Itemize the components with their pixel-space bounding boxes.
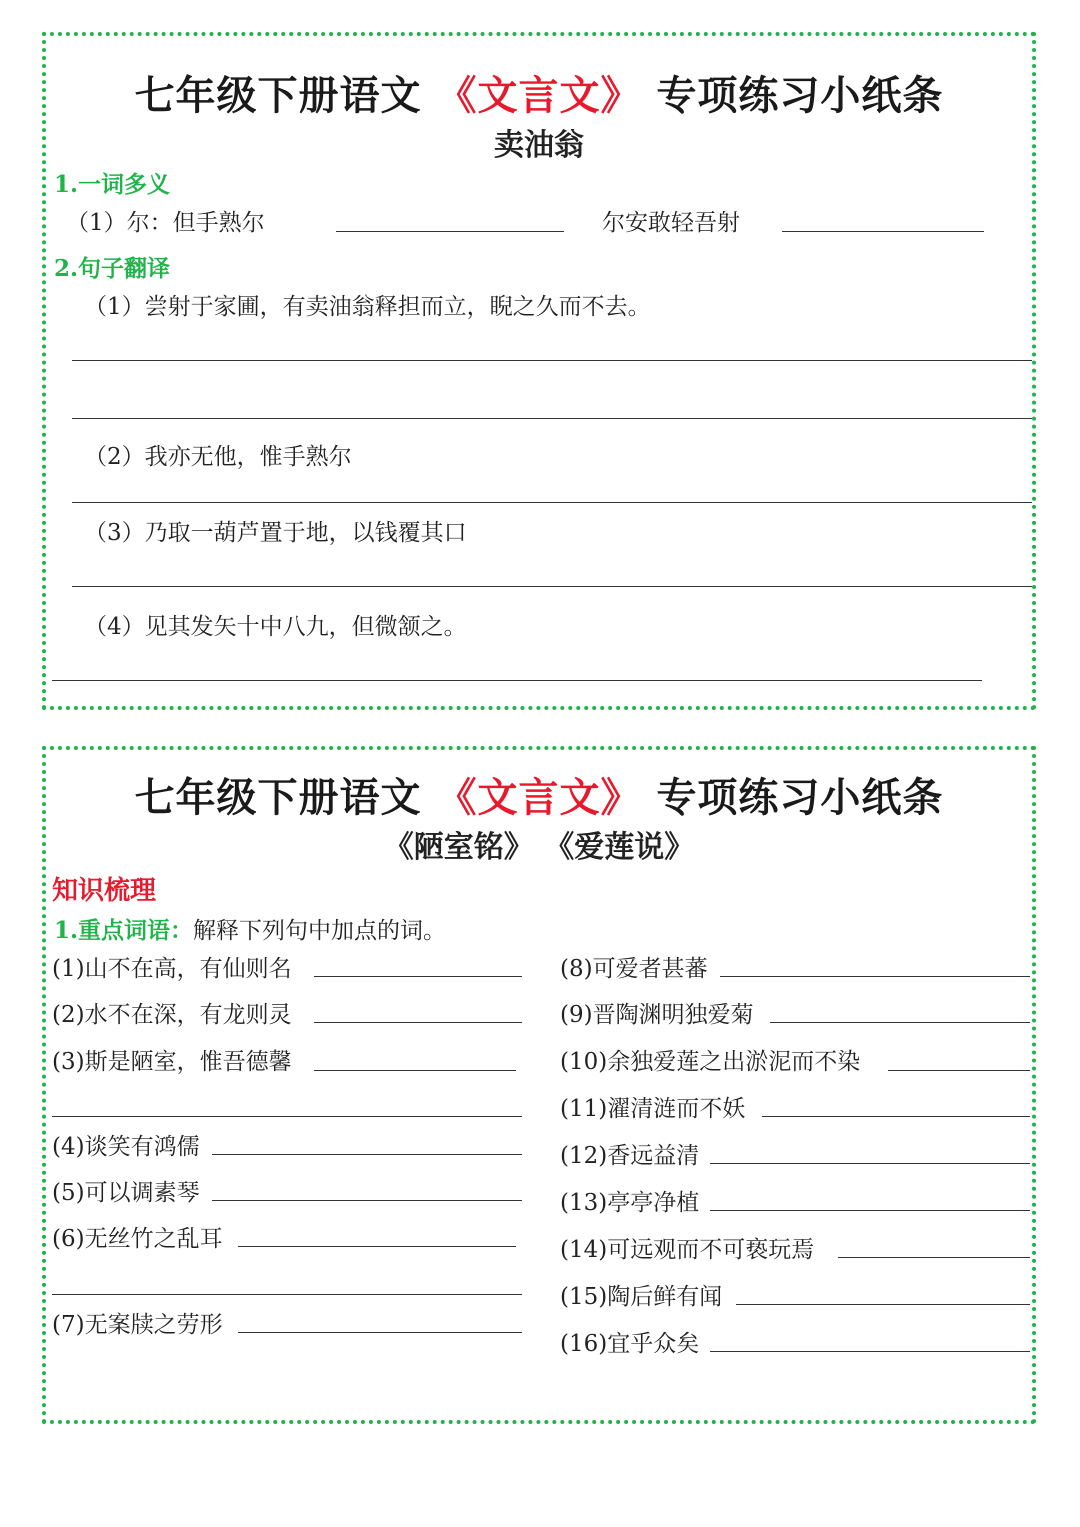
answer-line[interactable]: [770, 1022, 1030, 1023]
answer-line[interactable]: [212, 1154, 522, 1155]
vocab-instruction-row: [54, 912, 446, 945]
answer-line[interactable]: [72, 418, 1032, 419]
worksheet-card-maiyouweng: [42, 32, 1036, 710]
section-heading-vocab: 1.重点词语：: [54, 917, 194, 944]
answer-line[interactable]: [710, 1351, 1030, 1352]
vocab-item: (3)斯是陋室，惟吾德馨: [52, 1049, 292, 1075]
title-highlight: 《文言文》: [436, 72, 642, 119]
vocab-item: (7)无案牍之劳形: [52, 1312, 223, 1338]
vocab-item: (16)宜乎众矣: [560, 1331, 700, 1357]
answer-line[interactable]: [762, 1116, 1030, 1117]
vocab-item: (11)濯清涟而不妖: [560, 1096, 746, 1122]
vocab-item: (1)山不在高，有仙则名: [52, 956, 292, 982]
vocab-item: (6)无丝竹之乱耳: [52, 1226, 223, 1252]
answer-line[interactable]: [52, 1294, 522, 1295]
card-title: [46, 64, 1032, 121]
title-suffix: 专项练习小纸条: [656, 774, 944, 821]
answer-line[interactable]: [736, 1304, 1030, 1305]
translation-sentence: （4）见其发矢十中八九，但微颔之。: [84, 614, 467, 640]
answer-line[interactable]: [72, 586, 1032, 587]
vocab-item: (8)可爱者甚蕃: [560, 956, 708, 982]
translation-sentence: （3）乃取一葫芦置于地，以钱覆其口: [84, 520, 467, 546]
section-heading-translation: 2.句子翻译: [54, 255, 171, 282]
vocab-item: (2)水不在深，有龙则灵: [52, 1002, 292, 1028]
vocab-item: (5)可以调素琴: [52, 1180, 200, 1206]
answer-line[interactable]: [72, 502, 1032, 503]
answer-line[interactable]: [52, 680, 982, 681]
translation-sentence: （2）我亦无他，惟手熟尔: [84, 444, 352, 470]
card-subtitle: 卖油翁: [494, 128, 584, 163]
answer-line[interactable]: [888, 1070, 1030, 1071]
answer-line[interactable]: [314, 1070, 516, 1071]
vocab-item: (10)余独爱莲之出淤泥而不染: [560, 1049, 861, 1075]
polysemy-item-second: 尔安敢轻吾射: [602, 210, 740, 236]
card-title: [46, 766, 1032, 823]
translation-sentence: （1）尝射于家圃，有卖油翁释担而立，睨之久而不去。: [84, 294, 651, 320]
vocab-item: (15)陶后鲜有闻: [560, 1284, 723, 1310]
vocab-item: (14)可远观而不可亵玩焉: [560, 1237, 815, 1263]
answer-line[interactable]: [720, 976, 1030, 977]
title-suffix: 专项练习小纸条: [656, 72, 944, 119]
polysemy-item-label: （1）尔：但手熟尔: [66, 210, 265, 236]
answer-line[interactable]: [838, 1257, 1030, 1258]
title-prefix: 七年级下册语文: [134, 774, 422, 821]
title-prefix: 七年级下册语文: [134, 72, 422, 119]
answer-line[interactable]: [314, 1022, 522, 1023]
answer-line[interactable]: [238, 1246, 516, 1247]
worksheet-card-loushiming-ailianshuo: [42, 746, 1036, 1424]
vocab-item: (9)晋陶渊明独爱菊: [560, 1002, 754, 1028]
knowledge-heading: 知识梳理: [52, 876, 157, 906]
answer-line[interactable]: [72, 360, 1032, 361]
answer-line[interactable]: [212, 1200, 522, 1201]
section-heading-polysemy: 1.一词多义: [54, 171, 171, 198]
answer-line[interactable]: [710, 1210, 1030, 1211]
title-highlight: 《文言文》: [436, 774, 642, 821]
answer-line[interactable]: [336, 231, 564, 232]
answer-line[interactable]: [52, 1116, 522, 1117]
vocab-item: (4)谈笑有鸿儒: [52, 1134, 200, 1160]
answer-line[interactable]: [782, 231, 984, 232]
vocab-item: (13)亭亭净植: [560, 1190, 700, 1216]
answer-line[interactable]: [238, 1332, 522, 1333]
answer-line[interactable]: [710, 1163, 1030, 1164]
card-subtitle: 《陋室铭》 《爱莲说》: [383, 830, 695, 865]
vocab-instruction: 解释下列句中加点的词。: [193, 918, 447, 944]
vocab-item: (12)香远益清: [560, 1143, 700, 1169]
answer-line[interactable]: [314, 976, 522, 977]
